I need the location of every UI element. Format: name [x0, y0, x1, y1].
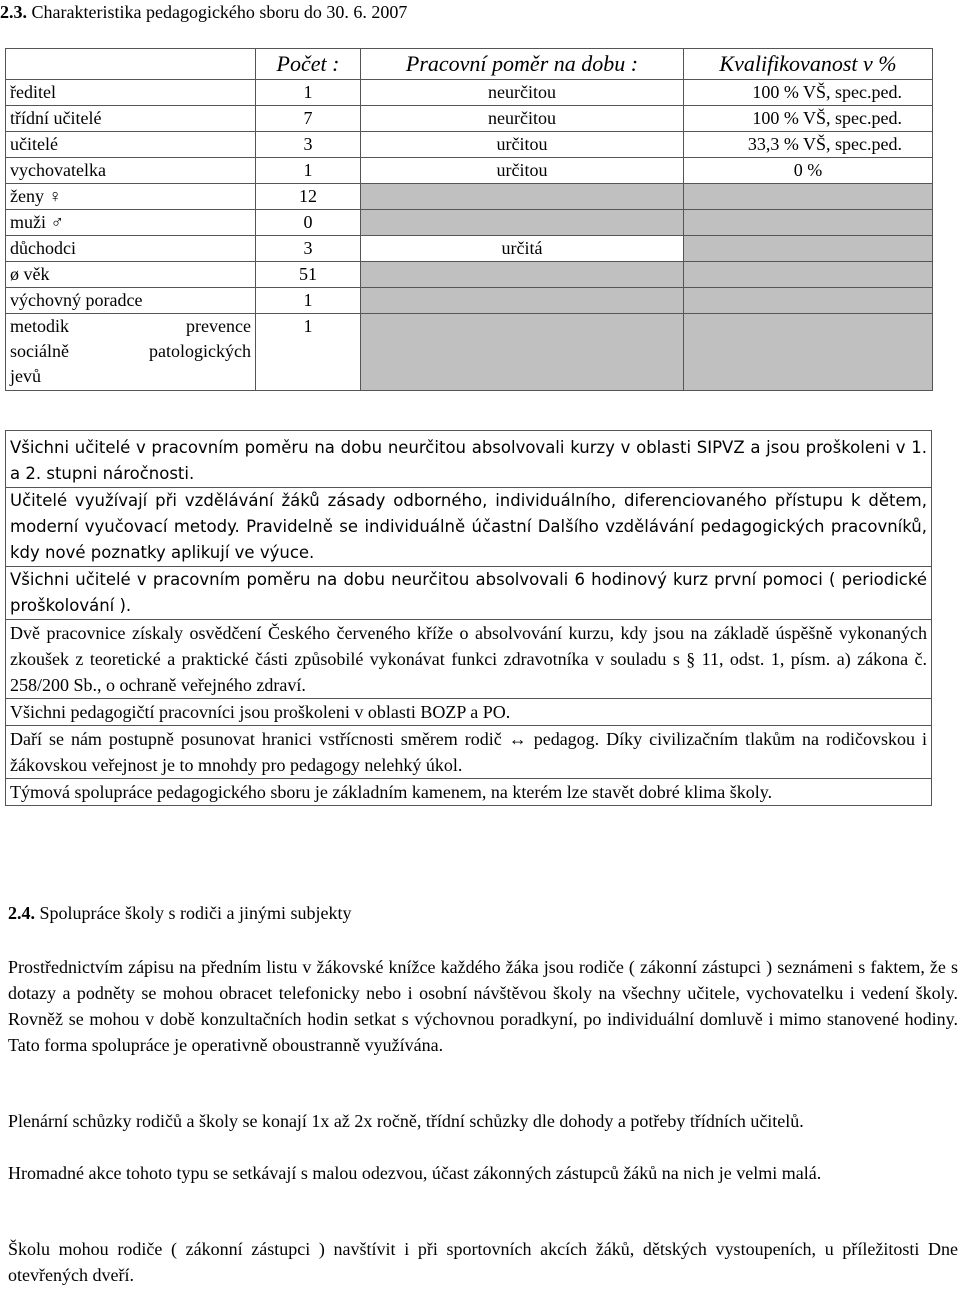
- paragraph-contact: Prostřednictvím zápisu na předním listu v žákovské knížce každého žáka jsou rodiče ( zákonní zástupci ) seznámeni s faktem, že s dotazy a podněty se mohou obracet telefonicky nebo i osobní návštěvou školy na všechny učitele, vychovatelku i vedení školy. Rovněž se mohou v době konzultačních hodin setkat s výchovnou poradkyní, po individuální domluvě i mimo stanovené hodiny. Tato forma spolupráce je operativně oboustranně využívána.: [8, 957, 958, 1055]
- table-row: [6, 80, 933, 106]
- row-contract: neurčitou: [361, 106, 684, 132]
- table-header-row: [6, 49, 933, 80]
- note-teamwork: Týmová spolupráce pedagogického sboru je základním kamenem, na kterém lze stavět dobré klima školy.: [5, 779, 932, 806]
- staff-table: [5, 48, 933, 391]
- section-number: 2.3.: [0, 2, 27, 22]
- row-count: 3: [256, 236, 361, 262]
- row-contract-empty: [361, 288, 684, 314]
- paragraph-meetings: Plenární schůzky rodičů a školy se konají 1x až 2x ročně, třídní schůzky dle dohody a potřeby třídních učitelů.: [8, 1111, 804, 1131]
- table-row: [6, 132, 933, 158]
- row-contract-empty: [361, 210, 684, 236]
- table-row: [6, 262, 933, 288]
- paragraph-visits: Školu mohou rodiče ( zákonní zástupci ) navštívit i při sportovních akcích žáků, dětských vystoupeních, u příležitosti Dne otevřených dveří.: [8, 1239, 958, 1285]
- table-row: [6, 288, 933, 314]
- row-label: vychovatelka: [6, 158, 256, 184]
- table-row: [6, 106, 933, 132]
- table-row: [6, 158, 933, 184]
- row-contract-empty: [361, 184, 684, 210]
- row-qualification-empty: [684, 236, 933, 262]
- row-label-multiline: [6, 314, 256, 391]
- row-contract-empty: [361, 314, 684, 391]
- table-row: [6, 314, 933, 391]
- note-bozp: Všichni pedagogičtí pracovníci jsou proškoleni v oblasti BOZP a PO.: [5, 699, 932, 726]
- note-first-aid: Všichni učitelé v pracovním poměru na dobu neurčitou absolvovali 6 hodinový kurz první pomoci ( periodické proškolování ).: [5, 567, 932, 620]
- row-contract: určitou: [361, 158, 684, 184]
- row-label: ředitel: [6, 80, 256, 106]
- header-contract: Pracovní poměr na dobu :: [361, 49, 684, 80]
- row-label: třídní učitelé: [6, 106, 256, 132]
- row-count: 3: [256, 132, 361, 158]
- row-count: 7: [256, 106, 361, 132]
- notes-box: [5, 430, 932, 806]
- row-count: 1: [256, 314, 361, 391]
- row-qualification: 100 % VŠ, spec.ped.: [684, 80, 933, 106]
- row-qualification-empty: [684, 288, 933, 314]
- row-count: 1: [256, 288, 361, 314]
- table-row: [6, 184, 933, 210]
- row-label: důchodci: [6, 236, 256, 262]
- row-count: 0: [256, 210, 361, 236]
- row-label: učitelé: [6, 132, 256, 158]
- row-count: 51: [256, 262, 361, 288]
- row-qualification-empty: [684, 314, 933, 391]
- section-title: Charakteristika pedagogického sboru do 30. 6. 2007: [31, 2, 408, 22]
- row-count: 1: [256, 158, 361, 184]
- row-label: ø věk: [6, 262, 256, 288]
- section-heading: [0, 2, 407, 23]
- row-qualification: 100 % VŠ, spec.ped.: [684, 106, 933, 132]
- row-qualification-empty: [684, 184, 933, 210]
- note-methods: Učitelé využívají při vzdělávání žáků zásady odborného, individuálního, diferenciovaného přístupu k dětem, moderní vyučovací metody. Pravidelně se individuálně účastní Dalšího vzdělávání pedagogických pracovníků, kdy nové poznatky aplikují ve výuce.: [5, 488, 932, 567]
- row-count: 12: [256, 184, 361, 210]
- paragraph-events: Hromadné akce tohoto typu se setkávají s malou odezvou, účast zákonných zástupců žáků na nich je velmi malá.: [8, 1163, 822, 1183]
- table-row: [6, 210, 933, 236]
- row-contract: určitou: [361, 132, 684, 158]
- subsection-title: Spolupráce školy s rodiči a jinými subjekty: [39, 903, 352, 923]
- row-label-line: sociálně patologických: [10, 341, 251, 361]
- row-label: výchovný poradce: [6, 288, 256, 314]
- subsection-heading: [8, 903, 351, 924]
- row-qualification-empty: [684, 210, 933, 236]
- row-qualification: 0 %: [684, 158, 933, 184]
- row-label-line: jevů: [10, 366, 41, 386]
- table-row: [6, 236, 933, 262]
- row-qualification-empty: [684, 262, 933, 288]
- row-label-line: metodik prevence: [10, 316, 251, 336]
- header-qualification: Kvalifikovanost v %: [684, 49, 933, 80]
- note-sipvz: Všichni učitelé v pracovním poměru na dobu neurčitou absolvovali kurzy v oblasti SIPVZ a jsou proškoleni v 1. a 2. stupni náročnosti.: [5, 430, 932, 488]
- row-qualification: 33,3 % VŠ, spec.ped.: [684, 132, 933, 158]
- row-contract-empty: [361, 262, 684, 288]
- row-contract: neurčitou: [361, 80, 684, 106]
- row-label: ženy ♀: [6, 184, 256, 210]
- header-count: Počet :: [256, 49, 361, 80]
- row-label: muži ♂: [6, 210, 256, 236]
- row-count: 1: [256, 80, 361, 106]
- row-contract: určitá: [361, 236, 684, 262]
- subsection-number: 2.4.: [8, 903, 35, 923]
- note-red-cross: Dvě pracovnice získaly osvědčení Českého červeného kříže o absolvování kurzu, kdy jsou na základě úspěšně vykonaných zkoušek z teoretické a praktické části způsobilé vykonávat funkci zdravotníka v souladu s § 11, odst. 1, písm. a) zákona č. 258/200 Sb., o ochraně veřejného zdraví.: [5, 620, 932, 699]
- header-empty-cell: [6, 49, 256, 80]
- note-parents: Daří se nám postupně posunovat hranici vstřícnosti směrem rodič ↔ pedagog. Díky civilizačním tlakům na rodičovskou i žákovskou veřejnost je to mnohdy pro pedagogy nelehký úkol.: [5, 726, 932, 779]
